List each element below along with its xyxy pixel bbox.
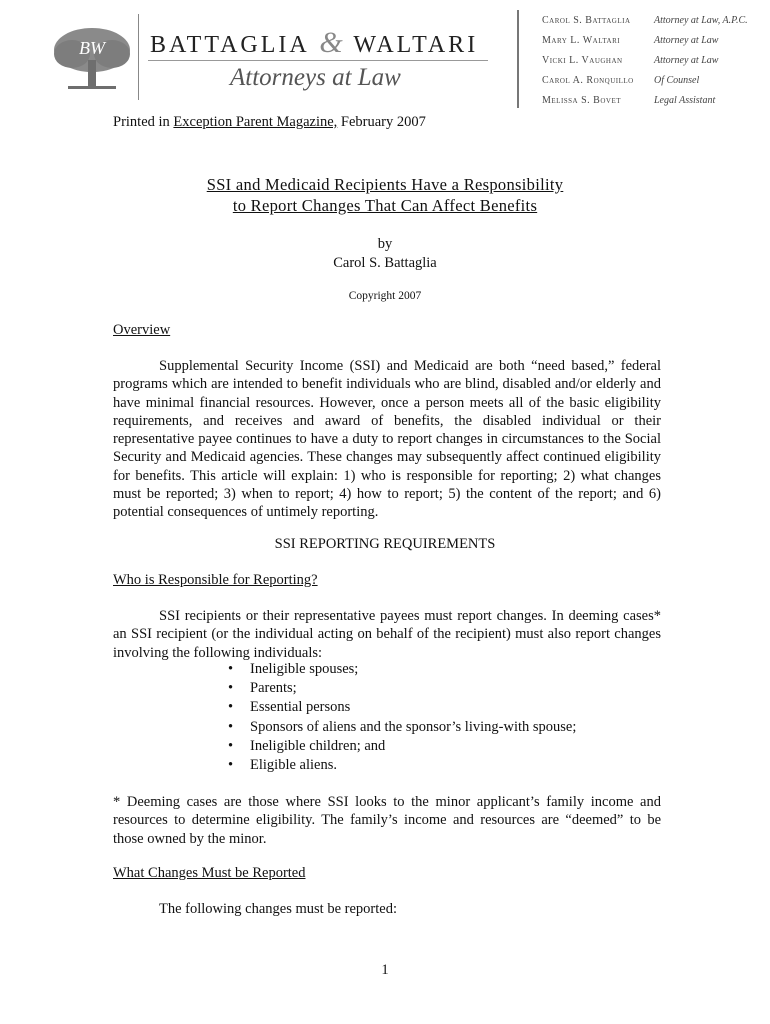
staff-title: Legal Assistant xyxy=(654,94,716,106)
byline-author: Carol S. Battaglia xyxy=(333,255,437,271)
staff-name: Carol A. Ronquillo xyxy=(542,74,634,86)
firm-name-left: BATTAGLIA xyxy=(150,32,309,58)
printed-in-line xyxy=(113,114,426,131)
list-item: • Essential persons xyxy=(228,698,576,717)
staff-name: Mary L. Waltari xyxy=(542,34,621,46)
byline-by: by xyxy=(377,236,393,252)
list-item: • Ineligible children; and xyxy=(228,737,576,756)
staff-row xyxy=(542,70,762,90)
changes-paragraph: The following changes must be reported: xyxy=(159,901,397,917)
list-item: • Ineligible spouses; xyxy=(228,660,576,679)
copyright: Copyright 2007 xyxy=(348,290,422,302)
firm-ampersand: & xyxy=(319,26,343,59)
firm-name-rule xyxy=(148,60,488,61)
page-number: 1 xyxy=(381,962,389,978)
printed-prefix: Printed in xyxy=(113,114,174,130)
firm-logo-tree xyxy=(50,24,134,94)
overview-paragraph: Supplemental Security Income (SSI) and Medicaid are both “need based,” federal programs which are intended to benefit individuals who are blind, disabled and/or elderly and have minimal financial resources. However, once a person meets all of the basic eligibility requirements, and receives and award of benefits, the disabled individual or their representative payee continues to have a duty to report changes in circumstances to the Social Security and Medicaid agencies. These changes may subsequently affect continued eligibility for benefits. This article will explain: 1) who is responsible for reporting; 2) what changes must be reported; 3) when to report; 4) how to report; 5) the content of the report; and 6) potential consequences of untimely reporting. xyxy=(113,358,661,521)
responsible-heading: Who is Responsible for Reporting? xyxy=(113,572,318,588)
deeming-individuals-list xyxy=(228,660,576,775)
firm-name-right: WALTARI xyxy=(353,32,479,58)
printed-date: February 2007 xyxy=(337,114,426,130)
staff-row xyxy=(542,50,762,70)
magazine-name: Exception Parent Magazine, xyxy=(173,114,338,130)
staff-list xyxy=(542,10,762,110)
list-item: • Eligible aliens. xyxy=(228,756,576,775)
staff-title: Attorney at Law xyxy=(654,34,719,46)
changes-heading: What Changes Must be Reported xyxy=(113,865,306,881)
header-divider-right xyxy=(517,10,519,108)
ssi-requirements-heading: SSI REPORTING REQUIREMENTS xyxy=(274,536,496,552)
list-item: • Sponsors of aliens and the sponsor’s living-with spouse; xyxy=(228,718,576,737)
article-title-line2: to Report Changes That Can Affect Benefits xyxy=(232,196,538,215)
header-divider-left xyxy=(138,14,139,100)
staff-name: Vicki L. Vaughan xyxy=(542,54,623,66)
staff-name: Melissa S. Bovet xyxy=(542,94,622,106)
staff-row xyxy=(542,90,762,110)
logo-monogram: BW xyxy=(79,38,105,58)
overview-heading: Overview xyxy=(113,322,171,338)
staff-row xyxy=(542,30,762,50)
responsible-paragraph: SSI recipients or their representative payees must report changes. In deeming cases* an SSI recipient (or the individual acting on behalf of the recipient) must also report changes involving the following individuals: xyxy=(113,608,661,661)
staff-title: Attorney at Law, A.P.C. xyxy=(654,14,748,26)
deeming-footnote: * Deeming cases are those where SSI looks to the minor applicant’s family income and resources to determine eligibility. The family’s income and resources are “deemed” to be those owned by the minor. xyxy=(113,794,661,847)
staff-row xyxy=(542,10,762,30)
list-item: • Parents; xyxy=(228,679,576,698)
staff-title: Of Counsel xyxy=(654,74,700,86)
staff-name: Carol S. Battaglia xyxy=(542,14,631,26)
firm-name xyxy=(150,26,478,60)
firm-tagline: Attorneys at Law xyxy=(230,64,401,91)
staff-title: Attorney at Law xyxy=(654,54,719,66)
article-title-line1: SSI and Medicaid Recipients Have a Responsibility xyxy=(206,175,564,194)
